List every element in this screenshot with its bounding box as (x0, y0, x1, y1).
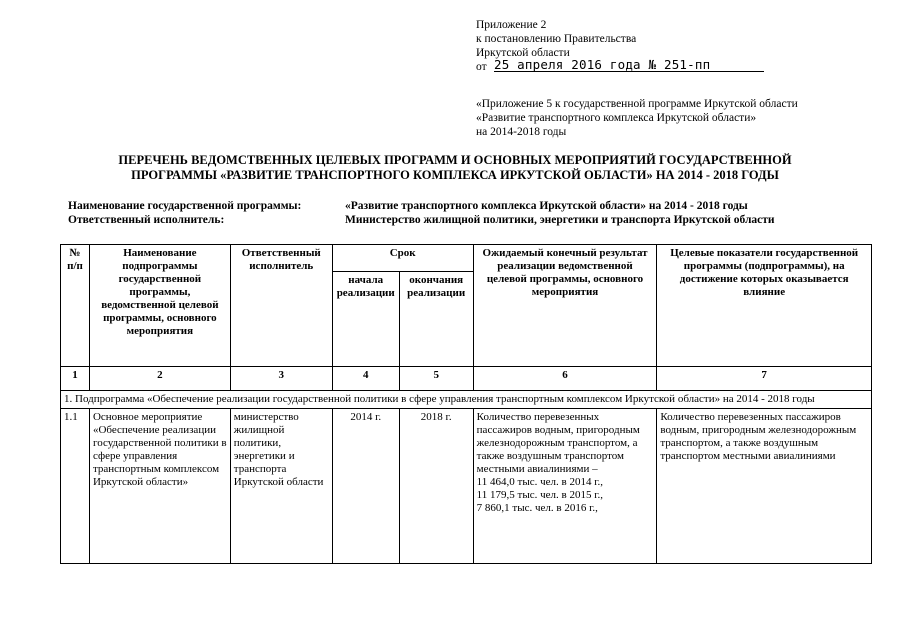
row-num: 1.1 (61, 409, 90, 564)
row-result-value: 11 464,0 тыс. чел. в 2014 г., (476, 476, 603, 488)
executor-label: Ответственный исполнитель: (68, 214, 225, 226)
row-start: 2014 г. (332, 409, 399, 564)
col-number: 7 (657, 367, 872, 391)
row-indicators: Количество перевезенных пассажиров водным, пригородным железнодорожным транспортом, а также воздушным транспортом местными авиалиниями (657, 409, 872, 564)
row-result-text: Количество перевезенных пассажиров водным, пригородным железнодорожным транспортом, а также воздушным транспортом местными авиалиниями – (476, 411, 640, 475)
col-header-term: Срок (332, 245, 473, 272)
col-number: 2 (89, 367, 230, 391)
document-title (60, 153, 850, 183)
date-prefix: от (476, 61, 487, 73)
decree-date-line (476, 57, 764, 74)
meta-values (345, 199, 775, 227)
title-line-1: ПЕРЕЧЕНЬ ВЕДОМСТВЕННЫХ ЦЕЛЕВЫХ ПРОГРАММ И ОСНОВНЫХ МЕРОПРИЯТИЙ ГОСУДАРСТВЕННОЙ (118, 153, 792, 167)
table-row (61, 409, 872, 564)
col-header-end: окончания реализации (399, 272, 473, 367)
col-number: 4 (332, 367, 399, 391)
meta-labels (68, 199, 301, 227)
section-row (61, 391, 872, 409)
col-header-executor: Ответственный исполнитель (230, 245, 332, 367)
col-header-name: Наименование подпрограммы государственной программы, ведомственной целевой программы, основного мероприятия (89, 245, 230, 367)
col-number: 5 (399, 367, 473, 391)
row-executor: министерство жилищной политики, энергетики и транспорта Иркутской области (230, 409, 332, 564)
header-line-2: к постановлению Правительства (476, 33, 637, 45)
col-number: 1 (61, 367, 90, 391)
row-result (473, 409, 657, 564)
header-row (61, 245, 872, 272)
decree-date: 25 апреля 2016 года № 251-пп (494, 58, 764, 72)
programs-table (60, 244, 872, 564)
col-number: 3 (230, 367, 332, 391)
appendix-line-3: на 2014-2018 годы (476, 126, 567, 138)
section-title: 1. Подпрограмма «Обеспечение реализации государственной политики в сфере управления транспортным комплексом Иркутской области» на 2014 - 2018 годы (61, 391, 872, 409)
appendix-line-1: «Приложение 5 к государственной программе Иркутской области (476, 98, 798, 110)
row-name: Основное мероприятие «Обеспечение реализации государственной политики в сфере управления транспортным комплексом Иркутской области» (89, 409, 230, 564)
row-end: 2018 г. (399, 409, 473, 564)
col-header-result: Ожидаемый конечный результат реализации ведомственной целевой программы, основного мероприятия (473, 245, 657, 367)
program-value: «Развитие транспортного комплекса Иркутской области» на 2014 - 2018 годы (345, 200, 748, 212)
col-number: 6 (473, 367, 657, 391)
appendix-reference (476, 97, 798, 139)
col-header-num: № п/п (61, 245, 90, 367)
col-header-indicators: Целевые показатели государственной программы (подпрограммы), на достижение которых оказывается влияние (657, 245, 872, 367)
column-numbers-row (61, 367, 872, 391)
program-label: Наименование государственной программы: (68, 200, 302, 212)
executor-value: Министерство жилищной политики, энергетики и транспорта Иркутской области (345, 214, 775, 226)
appendix-line-2: «Развитие транспортного комплекса Иркутской области» (476, 112, 757, 124)
title-line-2: ПРОГРАММЫ «РАЗВИТИЕ ТРАНСПОРТНОГО КОМПЛЕКСА ИРКУТСКОЙ ОБЛАСТИ» НА 2014 - 2018 ГОДЫ (131, 168, 779, 182)
decree-header (476, 18, 764, 74)
header-line-1: Приложение 2 (476, 19, 547, 31)
col-header-start: начала реализации (332, 272, 399, 367)
row-result-value: 11 179,5 тыс. чел. в 2015 г., (476, 489, 603, 501)
header-line-3: Иркутской области (476, 47, 570, 59)
row-result-value: 7 860,1 тыс. чел. в 2016 г., (476, 502, 598, 514)
